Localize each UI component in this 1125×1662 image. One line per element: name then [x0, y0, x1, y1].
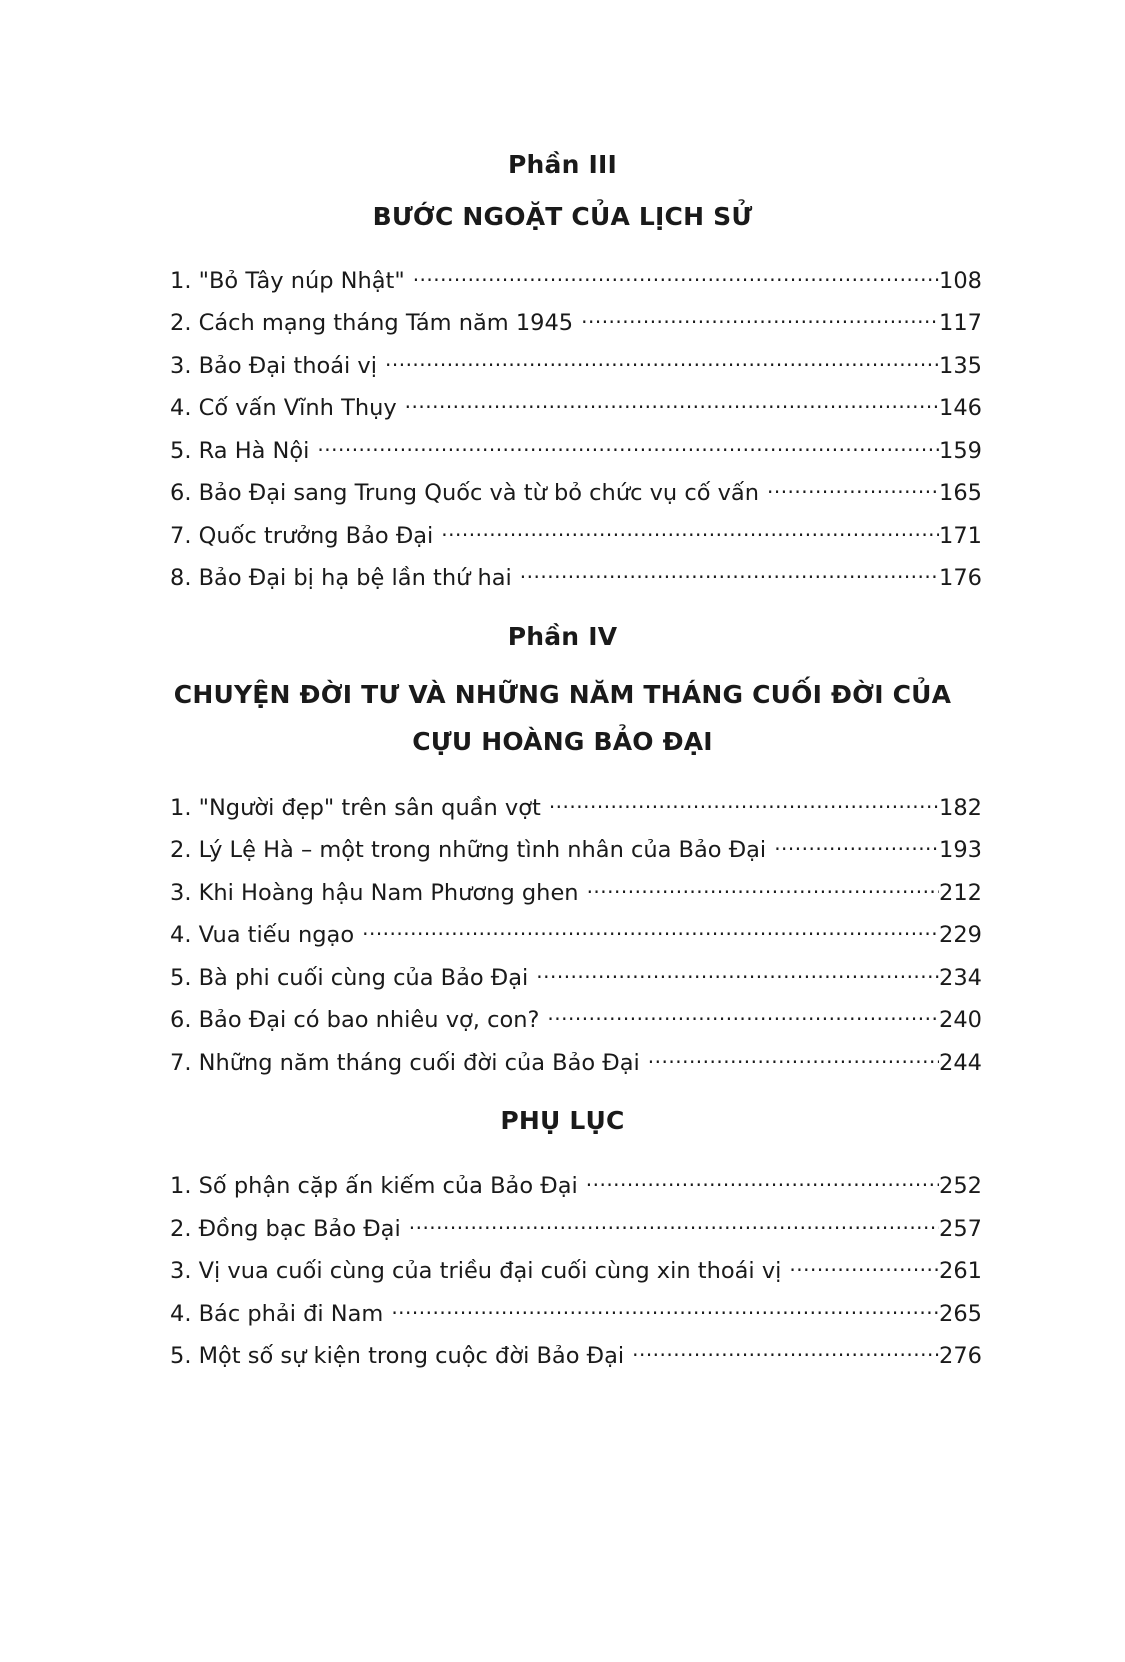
toc-entry-title: 7. Quốc trưởng Bảo Đại	[170, 523, 434, 549]
dot-leader	[441, 513, 939, 543]
toc-entry-title: 4. Bác phải đi Nam	[170, 1301, 384, 1327]
dot-leader	[547, 997, 939, 1027]
toc-entry	[170, 513, 982, 549]
toc-entry-title: 1. "Bỏ Tây núp Nhật"	[170, 268, 405, 294]
toc-entry-page: 146	[939, 395, 982, 421]
dot-leader	[648, 1040, 939, 1070]
toc-entry	[170, 1040, 982, 1076]
toc-entry	[170, 555, 982, 591]
toc-entry-title: 6. Bảo Đại sang Trung Quốc và từ bỏ chức vụ cố vấn	[170, 480, 759, 506]
toc-entry	[170, 470, 982, 506]
toc-entry-title: 5. Một số sự kiện trong cuộc đời Bảo Đại	[170, 1343, 625, 1369]
toc-entry	[170, 870, 982, 906]
toc-entry-title: 5. Bà phi cuối cùng của Bảo Đại	[170, 965, 529, 991]
dot-leader	[774, 827, 939, 857]
dot-leader	[362, 912, 939, 942]
dot-leader	[767, 470, 939, 500]
toc-entry-page: 193	[939, 837, 982, 863]
toc-entry-title: 3. Vị vua cuối cùng của triều đại cuối cùng xin thoái vị	[170, 1258, 782, 1284]
toc-entry-title: 4. Cố vấn Vĩnh Thụy	[170, 395, 397, 421]
toc-entry-page: 265	[939, 1301, 982, 1327]
toc-entry-page: 261	[939, 1258, 982, 1284]
toc-entry-page: 182	[939, 795, 982, 821]
toc-entry-page: 165	[939, 480, 982, 506]
toc-entry-title: 1. Số phận cặp ấn kiếm của Bảo Đại	[170, 1173, 578, 1199]
toc-entry-page: 212	[939, 880, 982, 906]
toc-entry-title: 2. Đồng bạc Bảo Đại	[170, 1216, 401, 1242]
toc-entry	[170, 258, 982, 294]
part-4-title-line-2: CỰU HOÀNG BẢO ĐẠI	[412, 727, 713, 756]
toc-entry	[170, 1291, 982, 1327]
toc-entry-title: 4. Vua tiếu ngạo	[170, 922, 355, 948]
dot-leader	[789, 1248, 939, 1278]
toc-entry-page: 135	[939, 353, 982, 379]
toc-entry-title: 2. Lý Lệ Hà – một trong những tình nhân của Bảo Đại	[170, 837, 767, 863]
toc-entry	[170, 997, 982, 1033]
toc-entry	[170, 912, 982, 948]
toc-entry-title: 3. Khi Hoàng hậu Nam Phương ghen	[170, 880, 579, 906]
toc-entry	[170, 827, 982, 863]
part-4-label: Phần IV	[507, 622, 618, 651]
toc-entry-page: 234	[939, 965, 982, 991]
toc-entry-title: 3. Bảo Đại thoái vị	[170, 353, 377, 379]
toc-entry-title: 1. "Người đẹp" trên sân quần vợt	[170, 795, 541, 821]
toc-entry	[170, 955, 982, 991]
toc-entry-page: 276	[939, 1343, 982, 1369]
dot-leader	[405, 385, 939, 415]
part-4-title-line-1: CHUYỆN ĐỜI TƯ VÀ NHỮNG NĂM THÁNG CUỐI ĐỜI CỦA	[173, 680, 952, 709]
toc-entry-page: 240	[939, 1007, 982, 1033]
toc-entry-page: 176	[939, 565, 982, 591]
dot-leader	[409, 1206, 939, 1236]
dot-leader	[632, 1333, 939, 1363]
dot-leader	[586, 1163, 939, 1193]
toc-entry	[170, 385, 982, 421]
dot-leader	[413, 258, 939, 288]
dot-leader	[549, 785, 939, 815]
dot-leader	[317, 428, 939, 458]
toc-entry-title: 5. Ra Hà Nội	[170, 438, 310, 464]
toc-entry-page: 257	[939, 1216, 982, 1242]
toc-entry-title: 7. Những năm tháng cuối đời của Bảo Đại	[170, 1050, 640, 1076]
appendix-title: PHỤ LỤC	[500, 1106, 625, 1135]
toc-entry-title: 8. Bảo Đại bị hạ bệ lần thứ hai	[170, 565, 512, 591]
toc-entry	[170, 300, 982, 336]
dot-leader	[391, 1291, 939, 1321]
toc-entry-page: 117	[939, 310, 982, 336]
toc-entry-page: 244	[939, 1050, 982, 1076]
part-3-label: Phần III	[508, 150, 617, 179]
toc-entry-page: 108	[939, 268, 982, 294]
toc-entry	[170, 785, 982, 821]
toc-entry	[170, 1333, 982, 1369]
toc-entry	[170, 1248, 982, 1284]
dot-leader	[581, 300, 939, 330]
toc-entry-page: 252	[939, 1173, 982, 1199]
toc-entry	[170, 428, 982, 464]
part-3-title: BƯỚC NGOẶT CỦA LỊCH SỬ	[372, 202, 753, 231]
toc-entry-page: 159	[939, 438, 982, 464]
toc-entry	[170, 343, 982, 379]
dot-leader	[587, 870, 939, 900]
dot-leader	[385, 343, 939, 373]
toc-entry	[170, 1163, 982, 1199]
toc-entry-page: 229	[939, 922, 982, 948]
toc-entry-title: 6. Bảo Đại có bao nhiêu vợ, con?	[170, 1007, 540, 1033]
toc-entry-page: 171	[939, 523, 982, 549]
dot-leader	[536, 955, 939, 985]
toc-entry-title: 2. Cách mạng tháng Tám năm 1945	[170, 310, 574, 336]
toc-entry	[170, 1206, 982, 1242]
dot-leader	[520, 555, 939, 585]
